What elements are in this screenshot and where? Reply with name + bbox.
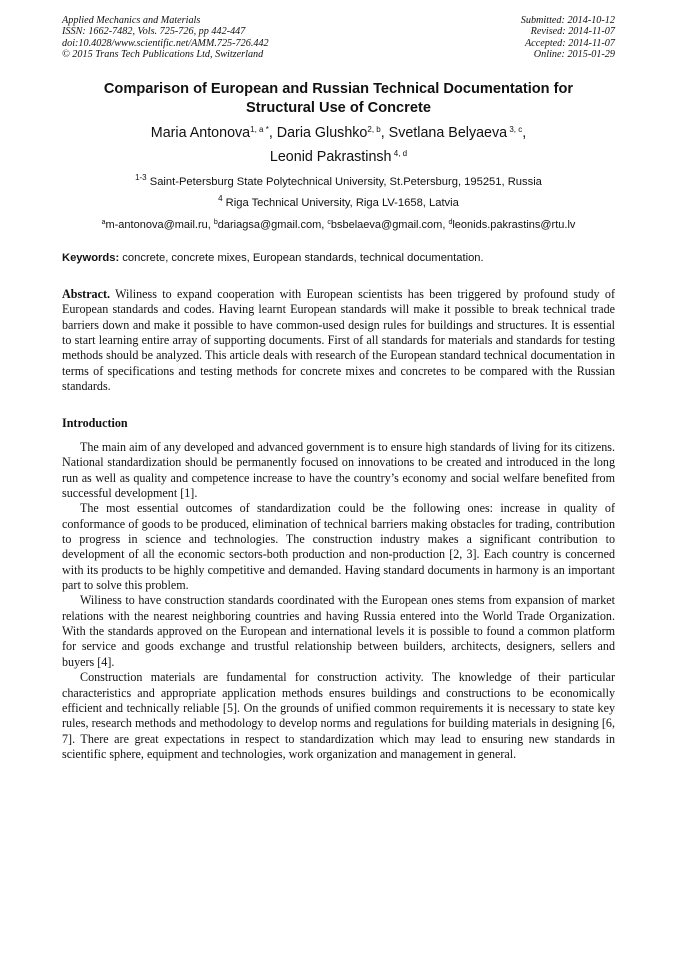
affiliation-2: [62, 196, 615, 210]
accepted-date: Accepted: 2014-11-07: [524, 37, 615, 49]
author-name: Maria Antonova: [150, 125, 251, 141]
author-affiliation-mark: 2, b: [367, 125, 381, 134]
abstract: [62, 287, 615, 394]
author-emails: [62, 218, 615, 232]
online-date: Online: 2015-01-29: [533, 49, 615, 61]
email-address: dariagsa@gmail.com,: [217, 219, 328, 231]
author-affiliation-mark: 3, c: [507, 125, 523, 134]
author-name: Svetlana Belyaeva: [388, 125, 508, 141]
copyright-line: © 2015 Trans Tech Publications Ltd, Switzerland: [62, 49, 264, 61]
email-address: m-antonova@mail.ru,: [105, 219, 214, 231]
affiliation-mark: 1-3: [135, 173, 147, 182]
affiliation-text: Saint-Petersburg State Polytechnical University, St.Petersburg, 195251, Russia: [146, 176, 542, 188]
paragraph: Construction materials are fundamental for construction activity. The knowledge of their particular characteristics and appropriate application methods ensures buildings and constructions to be economically efficient and technically reliable [5]. On the grounds of unified common requirements it is necessary to state key rules, research methods and methodology to develop norms and regulations for building materials in designing [6, 7]. There are great expectations in respect to standardization which may lead to ensuring new standards in scientific sphere, equipment and technologies, work organization and management in general.: [62, 670, 615, 761]
paragraph: The main aim of any developed and advanced government is to ensure high standards of living for its citizens. National standardization should be permanently focused on innovations to be created and introduced in the long run as well as quality and competence increase to have the country’s economy and social welfare benefited from successful development [1].: [62, 440, 615, 501]
affiliation-mark: 4: [218, 194, 223, 203]
keywords-label: Keywords:: [62, 252, 120, 264]
paragraph: The most essential outcomes of standardization could be the following ones: increase in quality of conformance of goods to be produced, elimination of technical barriers making obstacles for trading, contribution to progress in science and technologies. The construction industry makes a significant contribution to development of all the economic sectors-both production and non-production [2, 3]. Each country is concerned with its products to be highly competitive and demanded. Having standard documents in harmony is an important part to solve this problem.: [62, 501, 615, 593]
keywords: [62, 251, 615, 265]
email-mark: c: [327, 219, 331, 226]
issn-line: ISSN: 1662-7482, Vols. 725-726, pp 442-447: [62, 26, 246, 38]
revised-date: Revised: 2014-11-07: [530, 26, 615, 38]
keywords-text: concrete, concrete mixes, European standards, technical documentation.: [119, 252, 484, 264]
email-address: bsbelaeva@gmail.com,: [330, 219, 449, 231]
author-separator: ,: [380, 125, 389, 141]
introduction-body: [62, 440, 615, 762]
author-name: Daria Glushko: [276, 125, 368, 141]
section-heading-introduction: Introduction: [62, 416, 128, 430]
journal-name: Applied Mechanics and Materials: [62, 15, 201, 26]
abstract-label: Abstract.: [62, 287, 111, 301]
author-name: Leonid Pakrastinsh: [269, 149, 392, 165]
publication-dates: [521, 15, 615, 61]
author-affiliation-mark: 4, d: [391, 149, 408, 158]
author-line-2: [62, 145, 615, 169]
submitted-date: Submitted: 2014-10-12: [520, 15, 615, 26]
paper-title-line-1: Comparison of European and Russian Technical Documentation for: [103, 81, 574, 97]
affiliation-text: Riga Technical University, Riga LV-1658, Latvia: [222, 197, 459, 209]
paper-title-line-2: Structural Use of Concrete: [246, 100, 431, 116]
author-separator: ,: [522, 125, 527, 141]
paragraph: Wiliness to have construction standards coordinated with the European ones stems from expansion of market relations with the nearest neighboring countries and having Russia entered into the World Trade Organization. With the standards approved on the European and international levels it is possible to found a common platform for service and goods exchange and trustful relationship between builders, architects, designers, sellers and buyers [4].: [62, 593, 615, 669]
email-mark: b: [213, 219, 218, 226]
author-affiliation-mark: 1, a *: [250, 125, 269, 134]
doi-line: doi:10.4028/www.scientific.net/AMM.725-726.442: [62, 37, 269, 49]
author-line-1: [62, 121, 615, 145]
email-mark: a: [101, 219, 106, 226]
affiliation-1: [62, 175, 615, 189]
email-address: leonids.pakrastins@rtu.lv: [452, 219, 576, 231]
author-separator: ,: [268, 125, 277, 141]
author-list: [62, 121, 615, 169]
paper-title: [62, 80, 615, 118]
abstract-text: Wiliness to expand cooperation with European scientists has been triggered by profound study of European standards and codes. Having learnt European standards will make it possible to break technical trade barriers down and make it possible to have common-used design rules for buildings and structures. It is essential to start learning entire array of supporting documents. First of all standards for materials and standards for testing methods should be analyzed. This article deals with research of the European standard technical documentation in terms of specifications and testing methods for concrete mixes and concretes to be compared with the Russian standards.: [62, 287, 615, 394]
email-mark: d: [448, 219, 453, 226]
journal-info: [62, 15, 269, 61]
